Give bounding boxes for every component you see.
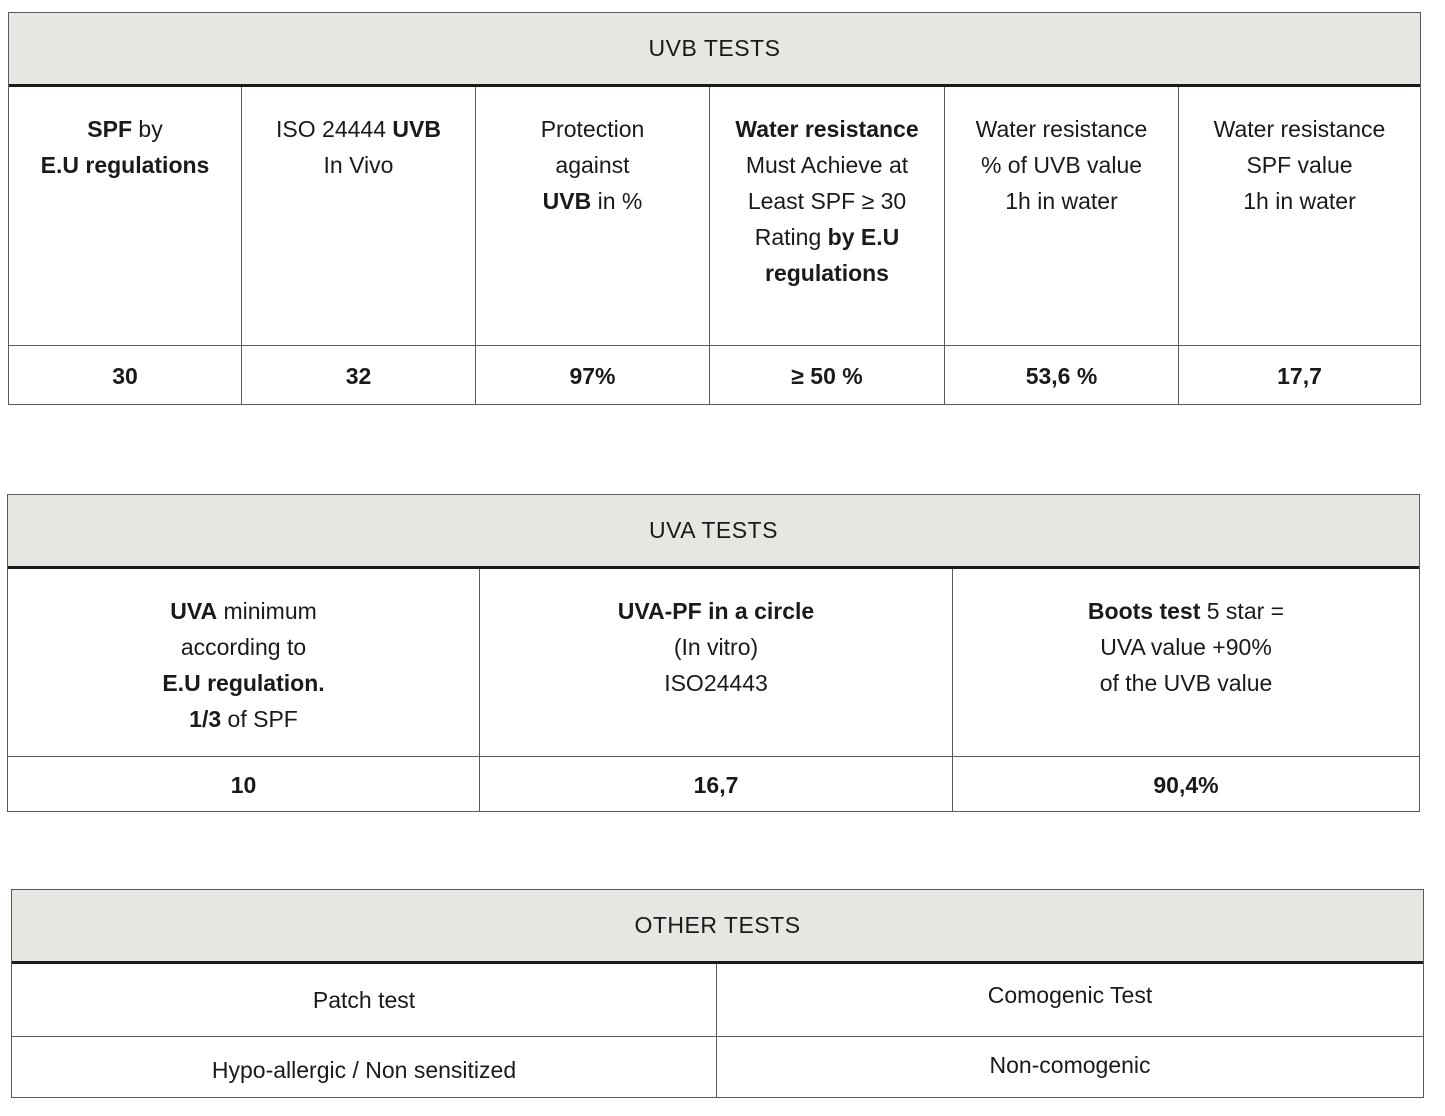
uva-col-boots-test bbox=[953, 569, 1419, 756]
other-tests-table bbox=[11, 889, 1424, 1098]
header-text-bold: Water resistance bbox=[735, 116, 919, 142]
uvb-value-water-spf: 17,7 bbox=[1277, 362, 1322, 389]
header-line bbox=[8, 665, 479, 701]
header-text: SPF value bbox=[1246, 152, 1353, 178]
uvb-value-iso: 32 bbox=[242, 346, 476, 405]
header-line bbox=[480, 593, 952, 629]
other-col-patch-test: Patch test bbox=[12, 964, 717, 1036]
header-line bbox=[8, 593, 479, 629]
header-text: UVA value +90% bbox=[1100, 634, 1272, 660]
uva-value-boots: 90,4% bbox=[1153, 771, 1219, 798]
header-text: ISO 24444 bbox=[276, 116, 393, 142]
header-text-bold: E.U regulation. bbox=[162, 670, 325, 696]
header-line bbox=[710, 183, 944, 219]
header-line bbox=[8, 629, 479, 665]
header-line bbox=[476, 111, 709, 147]
header-line bbox=[1179, 111, 1420, 147]
header-text-bold: UVB bbox=[542, 188, 592, 214]
uva-values-row bbox=[8, 756, 1419, 812]
header-line bbox=[953, 629, 1419, 665]
uvb-col-iso24444 bbox=[242, 87, 476, 345]
uvb-value-water-percent: 53,6 % bbox=[945, 346, 1179, 405]
header-text: 1h in water bbox=[1243, 188, 1356, 214]
header-line bbox=[480, 629, 952, 665]
header-text: of SPF bbox=[221, 706, 298, 732]
uva-value-pf: 16,7 bbox=[480, 757, 953, 812]
header-text: Rating bbox=[754, 224, 828, 250]
header-text-bold: Boots test bbox=[1087, 598, 1201, 624]
uvb-values-row bbox=[9, 345, 1420, 405]
uva-col-pf-circle bbox=[480, 569, 953, 756]
header-line bbox=[8, 701, 479, 737]
header-line bbox=[953, 593, 1419, 629]
header-line bbox=[1179, 183, 1420, 219]
header-text: 5 star = bbox=[1200, 598, 1285, 624]
uva-value-minimum: 10 bbox=[8, 757, 480, 812]
uvb-value-spf: 30 bbox=[9, 346, 242, 405]
header-text: ISO24443 bbox=[664, 670, 768, 696]
header-text-bold: SPF bbox=[87, 116, 133, 142]
other-col-comogenic-test: Comogenic Test bbox=[987, 982, 1153, 1008]
uvb-col-water-resistance bbox=[710, 87, 945, 345]
header-line bbox=[476, 147, 709, 183]
uvb-header-row bbox=[9, 87, 1420, 345]
header-text: (In vitro) bbox=[673, 634, 759, 660]
header-text: in % bbox=[591, 188, 643, 214]
header-text: % of UVB value bbox=[980, 152, 1143, 178]
header-text-bold: E.U regulations bbox=[40, 152, 210, 178]
header-line bbox=[9, 147, 241, 183]
header-text-bold: UVB bbox=[392, 116, 441, 142]
uvb-value-water-resistance: ≥ 50 % bbox=[710, 346, 945, 405]
other-value-hypo-allergic: Hypo-allergic / Non sensitized bbox=[12, 1037, 717, 1098]
uva-header-row bbox=[8, 569, 1419, 756]
header-line bbox=[9, 111, 241, 147]
other-value-non-comogenic: Non-comogenic bbox=[989, 1051, 1151, 1078]
header-line bbox=[710, 147, 944, 183]
header-line bbox=[242, 111, 475, 147]
header-text: Must Achieve at bbox=[745, 152, 909, 178]
header-text: Least SPF ≥ 30 bbox=[747, 188, 907, 214]
other-header-row bbox=[12, 964, 1423, 1036]
header-line bbox=[710, 111, 944, 147]
uvb-col-protection bbox=[476, 87, 710, 345]
header-text: Water resistance bbox=[975, 116, 1148, 142]
uvb-tests-title: UVB TESTS bbox=[9, 13, 1420, 87]
uvb-col-water-spf bbox=[1179, 87, 1420, 345]
header-text: In Vivo bbox=[323, 152, 394, 178]
header-line bbox=[945, 111, 1178, 147]
header-text: Protection bbox=[540, 116, 645, 142]
header-text: 1h in water bbox=[1005, 188, 1118, 214]
header-text-bold: UVA-PF in a circle bbox=[617, 598, 815, 624]
header-text: according to bbox=[180, 634, 307, 660]
header-line bbox=[1179, 147, 1420, 183]
header-line bbox=[710, 255, 944, 291]
header-text: of the UVB value bbox=[1099, 670, 1273, 696]
header-line bbox=[480, 665, 952, 701]
header-line bbox=[945, 147, 1178, 183]
other-values-row bbox=[12, 1036, 1423, 1098]
uvb-col-water-percent bbox=[945, 87, 1179, 345]
other-tests-title: OTHER TESTS bbox=[12, 890, 1423, 964]
header-line bbox=[945, 183, 1178, 219]
uva-col-minimum bbox=[8, 569, 480, 756]
header-line bbox=[953, 665, 1419, 701]
header-line bbox=[476, 183, 709, 219]
header-text-bold: UVA bbox=[170, 598, 218, 624]
header-text-bold: by E.U bbox=[827, 224, 900, 250]
uvb-tests-table bbox=[8, 12, 1421, 405]
header-text: by bbox=[132, 116, 163, 142]
uva-tests-table bbox=[7, 494, 1420, 812]
header-text-bold: regulations bbox=[765, 260, 889, 286]
uvb-col-spf-eu bbox=[9, 87, 242, 345]
uva-tests-title: UVA TESTS bbox=[8, 495, 1419, 569]
header-text: Water resistance bbox=[1213, 116, 1386, 142]
header-text: minimum bbox=[217, 598, 317, 624]
header-text: against bbox=[555, 152, 630, 178]
uvb-value-protection: 97% bbox=[476, 346, 710, 405]
header-line bbox=[242, 147, 475, 183]
header-text-bold: 1/3 bbox=[189, 706, 222, 732]
header-line bbox=[710, 219, 944, 255]
